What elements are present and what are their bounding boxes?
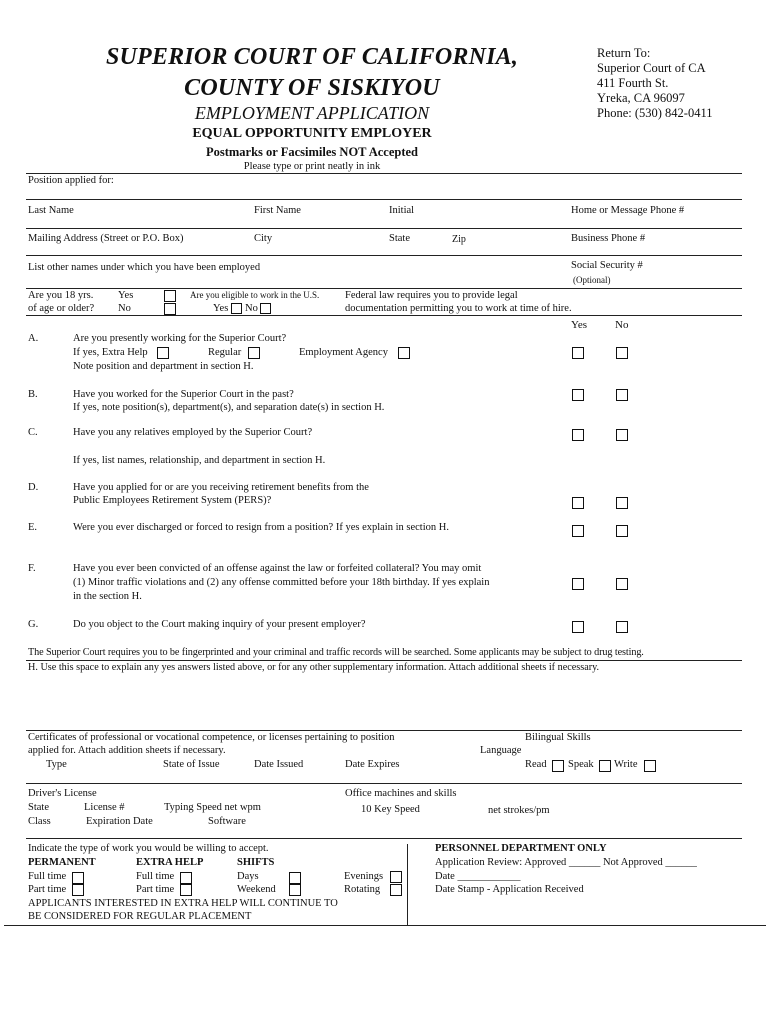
city-label[interactable]: City <box>254 233 273 244</box>
question-letter: G. <box>28 619 39 630</box>
ssn-label[interactable]: Social Security # <box>571 260 643 271</box>
position-applied-label[interactable]: Position applied for: <box>28 175 114 186</box>
question-text-2: (1) Minor traffic violations and (2) any offense committed before your 18th birthday. If yes explain <box>73 577 490 588</box>
question-note: Note position and department in section H. <box>73 361 254 372</box>
return-label: Return To: <box>597 46 651 60</box>
rule <box>26 199 742 200</box>
certificates-line2: applied for. Attach addition sheets if necessary. <box>28 745 226 756</box>
perm-part-time-checkbox[interactable] <box>72 884 84 896</box>
section-divider <box>407 844 408 926</box>
license-state-label[interactable]: State <box>28 802 49 813</box>
software-label[interactable]: Software <box>208 816 246 827</box>
regular-checkbox[interactable] <box>248 347 260 359</box>
question-g-yes-checkbox[interactable] <box>572 621 584 633</box>
license-class-label[interactable]: Class <box>28 816 51 827</box>
question-text: Have you worked for the Superior Court in the past? <box>73 389 294 400</box>
question-a-no-checkbox[interactable] <box>616 347 628 359</box>
first-name-label[interactable]: First Name <box>254 205 301 216</box>
cert-date-issued-label[interactable]: Date Issued <box>254 759 304 770</box>
speak-label: Speak <box>568 759 594 770</box>
extra-full-time-checkbox[interactable] <box>180 872 192 884</box>
age-yes-label: Yes <box>118 290 134 301</box>
question-letter: C. <box>28 427 38 438</box>
eoe-heading: EQUAL OPPORTUNITY EMPLOYER <box>192 126 432 141</box>
no-column-header: No <box>615 319 629 331</box>
question-f-yes-checkbox[interactable] <box>572 578 584 590</box>
business-phone-label[interactable]: Business Phone # <box>571 233 646 244</box>
question-letter: D. <box>28 482 39 493</box>
other-names-label[interactable]: List other names under which you have been employed <box>28 262 261 273</box>
question-letter: B. <box>28 389 38 400</box>
extra-help-checkbox[interactable] <box>157 347 169 359</box>
read-checkbox[interactable] <box>552 760 564 772</box>
perm-full-time-label: Full time <box>28 871 67 882</box>
home-phone-label[interactable]: Home or Message Phone # <box>571 205 685 216</box>
question-e-no-checkbox[interactable] <box>616 525 628 537</box>
question-text: Have you any relatives employed by the Superior Court? <box>73 427 313 438</box>
section-h-area[interactable] <box>26 676 742 728</box>
extra-help-note-line2: BE CONSIDERED FOR REGULAR PLACEMENT <box>28 911 252 922</box>
question-c-no-checkbox[interactable] <box>616 429 628 441</box>
question-text: Are you presently working for the Superior Court? <box>73 333 287 344</box>
question-f-no-checkbox[interactable] <box>616 578 628 590</box>
header-divider <box>26 173 742 174</box>
language-label[interactable]: Language <box>480 745 522 756</box>
perm-full-time-checkbox[interactable] <box>72 872 84 884</box>
rule <box>26 228 742 229</box>
application-review: Application Review: Approved ______ Not Approved ______ <box>435 857 697 868</box>
evenings-checkbox[interactable] <box>390 871 402 883</box>
rule <box>26 288 742 289</box>
ten-key-label[interactable]: 10 Key Speed <box>361 804 420 815</box>
last-name-label[interactable]: Last Name <box>28 205 74 216</box>
question-letter: F. <box>28 563 36 574</box>
agency-checkbox[interactable] <box>398 347 410 359</box>
postmarks-notice: Postmarks or Facsimiles NOT Accepted <box>205 145 418 159</box>
question-text-3: in the section H. <box>73 591 142 602</box>
age-question-line1: Are you 18 yrs. <box>28 290 94 301</box>
weekend-checkbox[interactable] <box>289 884 301 896</box>
extra-part-time-checkbox[interactable] <box>180 884 192 896</box>
rule <box>26 783 742 784</box>
return-line2: 411 Fourth St. <box>597 76 669 90</box>
agency-label: Employment Agency <box>299 347 388 358</box>
federal-law-line1: Federal law requires you to provide legal <box>345 290 518 301</box>
question-text: Have you applied for or are you receiving retirement benefits from the <box>73 482 369 493</box>
rotating-checkbox[interactable] <box>390 884 402 896</box>
cert-date-expires-label[interactable]: Date Expires <box>345 759 400 770</box>
rule <box>26 255 742 256</box>
rule <box>26 660 742 661</box>
bilingual-label: Bilingual Skills <box>525 732 591 743</box>
form-title: EMPLOYMENT APPLICATION <box>194 103 430 123</box>
question-b-yes-checkbox[interactable] <box>572 389 584 401</box>
return-line3: Yreka, CA 96097 <box>597 91 685 105</box>
review-date: Date ____________ <box>435 871 521 882</box>
extra-help-note-line1: APPLICANTS INTERESTED IN EXTRA HELP WILL CONTINUE TO <box>28 898 338 909</box>
drivers-license-label: Driver's License <box>28 788 97 799</box>
evenings-label: Evenings <box>344 871 384 882</box>
zip-label[interactable]: Zip <box>452 234 466 245</box>
yes-column-header: Yes <box>571 319 588 331</box>
weekend-label: Weekend <box>237 884 276 895</box>
cert-type-label[interactable]: Type <box>46 759 67 770</box>
work-type-instruction: Indicate the type of work you would be willing to accept. <box>28 843 269 854</box>
question-c-yes-checkbox[interactable] <box>572 429 584 441</box>
age-no-label: No <box>118 303 131 314</box>
write-checkbox[interactable] <box>644 760 656 772</box>
question-a-yes-checkbox[interactable] <box>572 347 584 359</box>
speak-checkbox[interactable] <box>599 760 611 772</box>
section-h-instructions: H. Use this space to explain any yes answers listed above, or for any other supplementary information. Attach additional sheets if necessary. <box>28 662 600 673</box>
question-d-no-checkbox[interactable] <box>616 497 628 509</box>
return-line1: Superior Court of CA <box>597 61 706 75</box>
question-letter: A. <box>28 333 39 344</box>
question-text: Have you ever been convicted of an offense against the law or forfeited collateral? You may omit <box>73 563 482 574</box>
question-d-yes-checkbox[interactable] <box>572 497 584 509</box>
court-title-line2: COUNTY OF SISKIYOU <box>184 75 440 101</box>
fingerprint-notice: The Superior Court requires you to be fingerprinted and your criminal and traffic records will be searched. Some applicants may be subject to drug testing. <box>28 647 644 658</box>
ssn-optional: (Optional) <box>573 275 611 285</box>
initial-label[interactable]: Initial <box>389 205 415 216</box>
state-label[interactable]: State <box>389 233 410 244</box>
net-strokes-label: net strokes/pm <box>488 805 550 816</box>
rule <box>26 838 742 839</box>
extra-help-heading: EXTRA HELP <box>136 857 204 868</box>
instructions: Please type or print neatly in ink <box>243 161 381 172</box>
age-no-checkbox[interactable] <box>164 303 176 315</box>
question-e-yes-checkbox[interactable] <box>572 525 584 537</box>
question-g-no-checkbox[interactable] <box>616 621 628 633</box>
read-label: Read <box>525 759 547 770</box>
eligible-yes-label: Yes <box>213 303 229 314</box>
office-machines-label: Office machines and skills <box>345 788 457 799</box>
age-question-line2: of age or older? <box>28 303 95 314</box>
question-note: If yes, note position(s), department(s), and separation date(s) in section H. <box>73 402 385 413</box>
eligible-no-label: No <box>245 303 258 314</box>
personnel-heading: PERSONNEL DEPARTMENT ONLY <box>435 843 607 854</box>
court-title-line1: SUPERIOR COURT OF CALIFORNIA, <box>105 44 519 70</box>
certificates-line1: Certificates of professional or vocational competence, or licenses pertaining to position <box>28 732 395 743</box>
eligible-yes-checkbox[interactable] <box>231 303 242 314</box>
eligible-question: Are you eligible to work in the U.S. <box>190 290 320 300</box>
question-text: Were you ever discharged or forced to resign from a position? If yes explain in section H. <box>73 522 449 533</box>
extra-full-time-label: Full time <box>136 871 175 882</box>
extra-part-time-label: Part time <box>136 884 175 895</box>
rule <box>26 730 742 731</box>
footer-rule <box>4 925 766 926</box>
license-expiration-label[interactable]: Expiration Date <box>86 816 153 827</box>
eligible-no-checkbox[interactable] <box>260 303 271 314</box>
federal-law-line2: documentation permitting you to work at time of hire. <box>345 303 572 314</box>
days-label: Days <box>237 871 259 882</box>
regular-label: Regular <box>208 347 242 358</box>
question-b-no-checkbox[interactable] <box>616 389 628 401</box>
extra-help-label: If yes, Extra Help <box>73 347 148 358</box>
cert-state-label[interactable]: State of Issue <box>163 759 220 770</box>
rule <box>26 315 742 316</box>
question-text: Do you object to the Court making inquiry of your present employer? <box>73 619 366 630</box>
rotating-label: Rotating <box>344 884 381 895</box>
date-stamp-label: Date Stamp - Application Received <box>435 884 584 895</box>
mailing-address-label[interactable]: Mailing Address (Street or P.O. Box) <box>28 233 184 244</box>
write-label: Write <box>614 759 638 770</box>
question-text-2: Public Employees Retirement System (PERS)? <box>73 495 272 506</box>
license-number-label[interactable]: License # <box>84 802 125 813</box>
question-note: If yes, list names, relationship, and department in section H. <box>73 455 326 466</box>
days-checkbox[interactable] <box>289 872 301 884</box>
age-yes-checkbox[interactable] <box>164 290 176 302</box>
perm-part-time-label: Part time <box>28 884 67 895</box>
question-letter: E. <box>28 522 38 533</box>
permanent-heading: PERMANENT <box>28 857 96 868</box>
return-phone: Phone: (530) 842-0411 <box>597 106 713 120</box>
typing-speed-label[interactable]: Typing Speed net wpm <box>164 802 261 813</box>
shifts-heading: SHIFTS <box>237 857 275 868</box>
